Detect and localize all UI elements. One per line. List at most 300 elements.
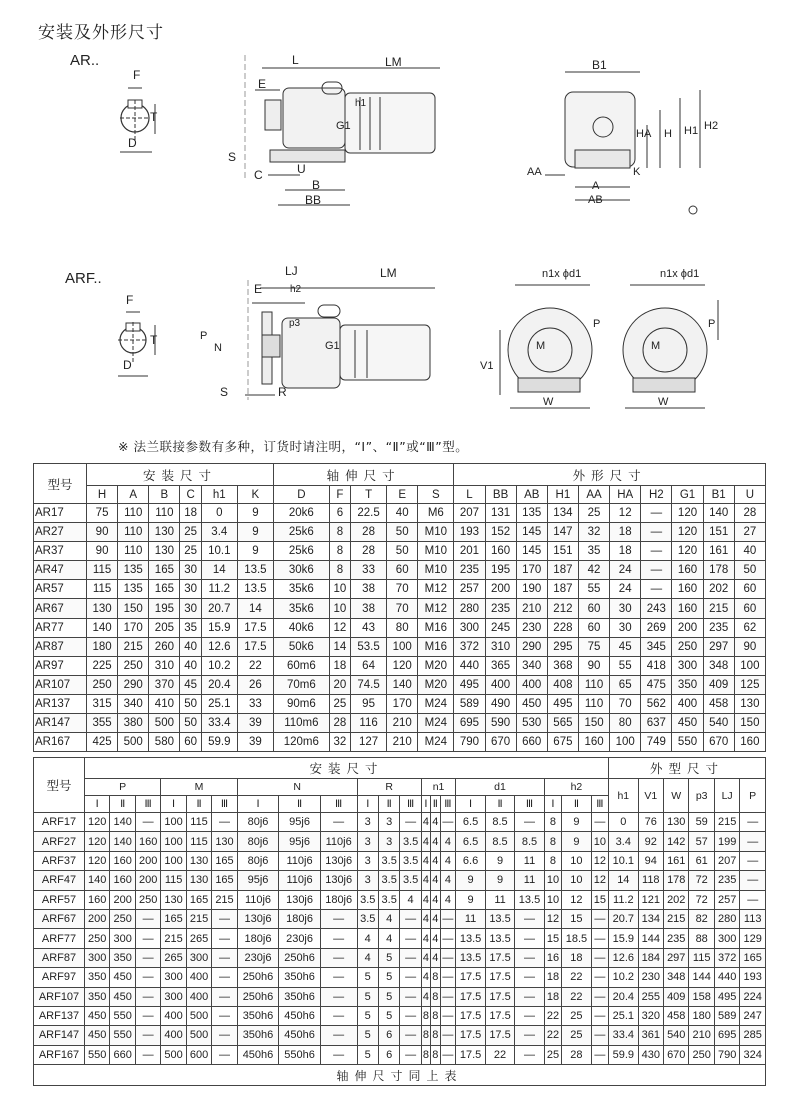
- table-cell: 15.9: [201, 618, 237, 637]
- table-cell: 90: [87, 542, 118, 561]
- table-cell: 361: [638, 1026, 663, 1045]
- table-cell: 160: [485, 542, 516, 561]
- table-cell: —: [135, 1045, 160, 1064]
- table-cell: 151: [547, 542, 578, 561]
- table-cell: 184: [638, 948, 663, 967]
- roman-header: Ⅲ: [515, 796, 544, 813]
- table-cell: 8: [329, 542, 350, 561]
- table-cell: 215: [186, 909, 211, 928]
- table-cell: —: [740, 890, 766, 909]
- table-cell: —: [591, 948, 608, 967]
- roman-header: Ⅲ: [400, 796, 421, 813]
- arf-dimension-table: [33, 757, 766, 1086]
- table-cell: 368: [547, 656, 578, 675]
- table-cell: —: [212, 929, 237, 948]
- table-cell: 350h6: [237, 1006, 279, 1025]
- table-cell: 4: [421, 851, 430, 870]
- table-cell: 10: [329, 580, 350, 599]
- row-model: AR57: [34, 580, 87, 599]
- roman-header: Ⅰ: [85, 796, 110, 813]
- table-cell: 4: [378, 909, 399, 928]
- table-cell: 70: [387, 580, 418, 599]
- table-cell: 12: [591, 871, 608, 890]
- table-cell: 160: [672, 599, 703, 618]
- table-cell: 90m6: [273, 694, 329, 713]
- table-cell: 749: [641, 733, 672, 752]
- table-cell: 39: [237, 733, 273, 752]
- table-cell: 11.2: [609, 890, 638, 909]
- table-cell: —: [440, 929, 456, 948]
- roman-header: Ⅲ: [320, 796, 357, 813]
- table-cell: 200: [85, 909, 110, 928]
- label-V1: V1: [480, 360, 494, 372]
- label-B1: B1: [592, 58, 607, 72]
- page-title: 安装及外形尺寸: [38, 23, 164, 43]
- table-cell: 180: [689, 1006, 714, 1025]
- label-K: K: [633, 166, 641, 178]
- table-cell: 160: [672, 561, 703, 580]
- table-cell: 790: [714, 1045, 739, 1064]
- column-header-g1: G1: [672, 486, 703, 504]
- table-cell: 75: [578, 637, 609, 656]
- table-cell: 14: [329, 637, 350, 656]
- table-cell: —: [135, 948, 160, 967]
- table-cell: 10.1: [609, 851, 638, 870]
- table-cell: 550h6: [279, 1045, 321, 1064]
- table-cell: 215: [161, 929, 186, 948]
- table-cell: 350: [85, 987, 110, 1006]
- table-cell: 130: [149, 523, 180, 542]
- table-cell: 215: [664, 909, 689, 928]
- table-cell: —: [320, 1026, 357, 1045]
- table-cell: 20.4: [201, 675, 237, 694]
- table-cell: 500: [149, 714, 180, 733]
- table-cell: 15.9: [609, 929, 638, 948]
- column-headers: [34, 486, 766, 504]
- table-cell: 365: [485, 656, 516, 675]
- table-cell: —: [591, 968, 608, 987]
- label-A: A: [592, 180, 600, 192]
- table-cell: 8: [431, 987, 440, 1006]
- table-cell: 115: [689, 948, 714, 967]
- table-cell: 165: [161, 909, 186, 928]
- table-cell: 260: [149, 637, 180, 656]
- table-cell: 12.6: [201, 637, 237, 656]
- table-cell: 22: [544, 1006, 561, 1025]
- table-cell: 115: [161, 871, 186, 890]
- table-cell: 4: [421, 890, 430, 909]
- table-cell: 4: [440, 890, 456, 909]
- table-cell: —: [740, 851, 766, 870]
- table-cell: 210: [689, 1026, 714, 1045]
- row-model: AR87: [34, 637, 87, 656]
- table-cell: 62: [734, 618, 765, 637]
- table-cell: —: [515, 929, 544, 948]
- table-cell: 6: [378, 1045, 399, 1064]
- table-cell: 550: [110, 1006, 135, 1025]
- roman-header: Ⅲ: [440, 796, 456, 813]
- table-cell: 165: [212, 851, 237, 870]
- table-row: [34, 832, 766, 851]
- column-header-aa: AA: [578, 486, 609, 504]
- table-cell: —: [400, 968, 421, 987]
- table-cell: 110: [578, 675, 609, 694]
- table-cell: 17.5: [485, 948, 514, 967]
- table-cell: 400: [516, 675, 547, 694]
- column-header-k: K: [237, 486, 273, 504]
- label-H1: H1: [684, 125, 699, 137]
- table-cell: 580: [149, 733, 180, 752]
- table-cell: 9: [456, 890, 485, 909]
- table-cell: 30: [180, 561, 201, 580]
- table-cell: 400: [161, 1006, 186, 1025]
- table-cell: 160: [85, 890, 110, 909]
- roman-header: Ⅱ: [186, 796, 211, 813]
- column-header-f: F: [329, 486, 350, 504]
- table-cell: 450: [85, 1026, 110, 1045]
- table-cell: 409: [703, 675, 734, 694]
- table-cell: 589: [454, 694, 485, 713]
- row-model: AR47: [34, 561, 87, 580]
- table-cell: 144: [689, 968, 714, 987]
- column-header-b: B: [149, 486, 180, 504]
- table-cell: 3: [357, 813, 378, 832]
- table-cell: 409: [664, 987, 689, 1006]
- sub-header-d1: d1: [456, 779, 544, 796]
- label-P: P: [200, 330, 208, 342]
- table-cell: 140: [87, 618, 118, 637]
- table-cell: 60: [734, 599, 765, 618]
- label-R: R: [278, 385, 287, 399]
- table-cell: 32: [329, 733, 350, 752]
- table-cell: 12: [562, 890, 591, 909]
- row-model: AR17: [34, 504, 87, 523]
- column-header-e: E: [387, 486, 418, 504]
- row-model: AR97: [34, 656, 87, 675]
- table-cell: 120: [672, 542, 703, 561]
- table-cell: —: [400, 1045, 421, 1064]
- column-header-u: U: [734, 486, 765, 504]
- label-LM: LM: [385, 55, 402, 69]
- table-cell: —: [440, 813, 456, 832]
- sub-headers: [34, 779, 766, 796]
- table-cell: 4: [400, 890, 421, 909]
- table-cell: 118: [638, 871, 663, 890]
- table-cell: —: [591, 987, 608, 1006]
- label-E-arf: E: [254, 282, 263, 296]
- roman-header: Ⅱ: [378, 796, 399, 813]
- table-cell: 290: [118, 675, 149, 694]
- table-cell: 150: [578, 714, 609, 733]
- table-cell: —: [440, 948, 456, 967]
- table-cell: 670: [485, 733, 516, 752]
- row-model: AR107: [34, 675, 87, 694]
- table-cell: 250h6: [279, 948, 321, 967]
- table-cell: 90: [87, 523, 118, 542]
- table-cell: M10: [418, 523, 454, 542]
- table-cell: 40k6: [273, 618, 329, 637]
- table-cell: —: [320, 968, 357, 987]
- table-cell: 4: [440, 871, 456, 890]
- table-cell: 17.5: [485, 987, 514, 1006]
- table-cell: 372: [714, 948, 739, 967]
- table-row: [34, 871, 766, 890]
- label-T: T: [150, 110, 158, 124]
- roman-header: Ⅱ: [110, 796, 135, 813]
- table-cell: 16: [544, 948, 561, 967]
- table-cell: 4: [440, 851, 456, 870]
- table-cell: 6: [329, 504, 350, 523]
- table-cell: —: [212, 813, 237, 832]
- table-cell: 15: [544, 929, 561, 948]
- column-header-h: H: [87, 486, 118, 504]
- table-cell: 8: [431, 1026, 440, 1045]
- table-cell: 300: [85, 948, 110, 967]
- table-cell: 35k6: [273, 580, 329, 599]
- table-cell: 5: [378, 968, 399, 987]
- table-cell: 110: [118, 542, 149, 561]
- table-cell: 40: [734, 542, 765, 561]
- column-header-d: D: [273, 486, 329, 504]
- table-cell: 13.5: [237, 561, 273, 580]
- table-cell: 550: [85, 1045, 110, 1064]
- column-header-c: C: [180, 486, 201, 504]
- table-cell: 193: [740, 968, 766, 987]
- table-cell: 100: [161, 832, 186, 851]
- table-cell: 17.5: [456, 1006, 485, 1025]
- table-cell: 131: [485, 504, 516, 523]
- table-cell: 130j6: [279, 890, 321, 909]
- row-model: ARF37: [34, 851, 85, 870]
- table-cell: 675: [547, 733, 578, 752]
- table-cell: —: [641, 504, 672, 523]
- table-cell: 408: [547, 675, 578, 694]
- table-cell: 53.5: [351, 637, 387, 656]
- table-cell: 14: [609, 871, 638, 890]
- outline-header-p: P: [740, 779, 766, 813]
- table-cell: 250: [135, 890, 160, 909]
- table-cell: 187: [547, 561, 578, 580]
- table-cell: M6: [418, 504, 454, 523]
- table-cell: 8: [421, 1006, 430, 1025]
- table-cell: —: [320, 1006, 357, 1025]
- table-cell: 8: [544, 851, 561, 870]
- table-cell: 4: [421, 968, 430, 987]
- table-cell: 40: [387, 504, 418, 523]
- table-cell: 589: [714, 1006, 739, 1025]
- table-cell: 9: [485, 851, 514, 870]
- table-row: [34, 968, 766, 987]
- row-model: ARF17: [34, 813, 85, 832]
- table-cell: 5: [357, 987, 378, 1006]
- table-cell: 495: [547, 694, 578, 713]
- table-cell: 300: [672, 656, 703, 675]
- table-cell: 22: [237, 656, 273, 675]
- table-cell: 18: [544, 987, 561, 1006]
- table-row: [34, 580, 766, 599]
- table-cell: 3.5: [400, 871, 421, 890]
- table-cell: 4: [431, 929, 440, 948]
- table-cell: 285: [740, 1026, 766, 1045]
- table-row: [34, 675, 766, 694]
- table-cell: 372: [454, 637, 485, 656]
- table-cell: 660: [516, 733, 547, 752]
- table-cell: 18: [610, 523, 641, 542]
- table-cell: 257: [454, 580, 485, 599]
- table-cell: 120: [387, 656, 418, 675]
- table-cell: 6.5: [456, 813, 485, 832]
- header-install: 安装尺寸: [87, 464, 274, 486]
- column-header-a: A: [118, 486, 149, 504]
- roman-header: Ⅰ: [456, 796, 485, 813]
- table-cell: 25: [180, 523, 201, 542]
- table-cell: 11.2: [201, 580, 237, 599]
- table-cell: 64: [351, 656, 387, 675]
- table-cell: 290: [516, 637, 547, 656]
- table-cell: 50: [734, 561, 765, 580]
- table-row: [34, 733, 766, 752]
- table-cell: 450: [672, 714, 703, 733]
- table-cell: 17.5: [237, 637, 273, 656]
- table-cell: 72: [689, 871, 714, 890]
- table-cell: 247: [740, 1006, 766, 1025]
- table-cell: 35: [180, 618, 201, 637]
- table-cell: M24: [418, 714, 454, 733]
- table-cell: 74.5: [351, 675, 387, 694]
- table-cell: 215: [714, 813, 739, 832]
- table-cell: 500: [186, 1026, 211, 1045]
- table-cell: 130j6: [320, 851, 357, 870]
- table-row: [34, 656, 766, 675]
- table-cell: 33: [237, 694, 273, 713]
- table-cell: 165: [186, 890, 211, 909]
- table-cell: 350h6: [237, 1026, 279, 1045]
- table-cell: 120: [85, 832, 110, 851]
- table-cell: —: [135, 968, 160, 987]
- table-cell: 250: [689, 1045, 714, 1064]
- table-cell: 315: [87, 694, 118, 713]
- label-W-b: W: [658, 396, 669, 408]
- table-cell: 540: [703, 714, 734, 733]
- table-cell: 110: [578, 694, 609, 713]
- table-cell: 100: [387, 637, 418, 656]
- table-cell: 180j6: [320, 890, 357, 909]
- label-BB: BB: [305, 193, 322, 207]
- row-model: AR27: [34, 523, 87, 542]
- table-cell: 151: [703, 523, 734, 542]
- table-cell: 95j6: [279, 832, 321, 851]
- table-cell: 8: [431, 1006, 440, 1025]
- table-cell: 12: [591, 851, 608, 870]
- table-cell: —: [641, 580, 672, 599]
- table-cell: 4: [357, 948, 378, 967]
- header-model: 型号: [34, 464, 87, 504]
- table-cell: 17.5: [485, 1026, 514, 1045]
- label-D-arf: D: [123, 358, 132, 372]
- table-cell: 6: [378, 1026, 399, 1045]
- table-row: [34, 948, 766, 967]
- table-cell: 13.5: [515, 890, 544, 909]
- table-cell: 17.5: [456, 1026, 485, 1045]
- table-cell: 562: [641, 694, 672, 713]
- table-cell: 12: [610, 504, 641, 523]
- table-cell: 160: [578, 733, 609, 752]
- table-cell: 3.5: [400, 832, 421, 851]
- arf-label: ARF..: [65, 270, 102, 287]
- outline-header-w: W: [664, 779, 689, 813]
- table-cell: 190: [516, 580, 547, 599]
- table-cell: M12: [418, 599, 454, 618]
- ar-dimension-table: [33, 463, 766, 752]
- table-cell: 20.7: [609, 909, 638, 928]
- table-cell: —: [740, 832, 766, 851]
- table-cell: —: [400, 1026, 421, 1045]
- table-cell: 80j6: [237, 813, 279, 832]
- label-N: N: [214, 342, 222, 354]
- table-cell: 3: [357, 851, 378, 870]
- table-cell: 150: [118, 599, 149, 618]
- table-cell: 348: [664, 968, 689, 987]
- table-cell: 80: [387, 618, 418, 637]
- table-cell: 144: [638, 929, 663, 948]
- table-cell: —: [591, 909, 608, 928]
- table-cell: 250: [110, 909, 135, 928]
- table-cell: 25k6: [273, 542, 329, 561]
- label-h2: h2: [290, 284, 302, 295]
- table-cell: 180j6: [237, 929, 279, 948]
- table-cell: 320: [638, 1006, 663, 1025]
- table-cell: 215: [118, 637, 149, 656]
- table-cell: 670: [664, 1045, 689, 1064]
- table-cell: 235: [714, 871, 739, 890]
- table-cell: 25: [562, 1026, 591, 1045]
- table-cell: 165: [149, 561, 180, 580]
- table-row: [34, 890, 766, 909]
- table-cell: 160: [672, 580, 703, 599]
- table-cell: 55: [578, 580, 609, 599]
- table-cell: 4: [421, 871, 430, 890]
- row-model: ARF67: [34, 909, 85, 928]
- table-cell: 90: [578, 656, 609, 675]
- table-cell: M16: [418, 637, 454, 656]
- table-cell: M20: [418, 675, 454, 694]
- table-cell: —: [515, 1026, 544, 1045]
- table-cell: 39: [237, 714, 273, 733]
- table-cell: —: [320, 929, 357, 948]
- table-cell: 33.4: [609, 1026, 638, 1045]
- table-cell: 695: [454, 714, 485, 733]
- table-cell: 450: [110, 987, 135, 1006]
- roman-header: Ⅱ: [485, 796, 514, 813]
- sub-header-h2: h2: [544, 779, 608, 796]
- table-cell: 32: [578, 523, 609, 542]
- table-cell: 340: [516, 656, 547, 675]
- table-cell: 140: [703, 504, 734, 523]
- table-cell: 210: [387, 714, 418, 733]
- table-cell: 4: [431, 813, 440, 832]
- table-cell: 50: [180, 714, 201, 733]
- table-cell: —: [212, 1006, 237, 1025]
- table-cell: 199: [714, 832, 739, 851]
- roman-header: Ⅲ: [212, 796, 237, 813]
- row-model: ARF107: [34, 987, 85, 1006]
- table-cell: 265: [161, 948, 186, 967]
- column-header-s: S: [418, 486, 454, 504]
- table-cell: 12: [544, 909, 561, 928]
- table-cell: 300: [454, 618, 485, 637]
- table-cell: —: [320, 909, 357, 928]
- header-shaft: 轴伸尺寸: [273, 464, 453, 486]
